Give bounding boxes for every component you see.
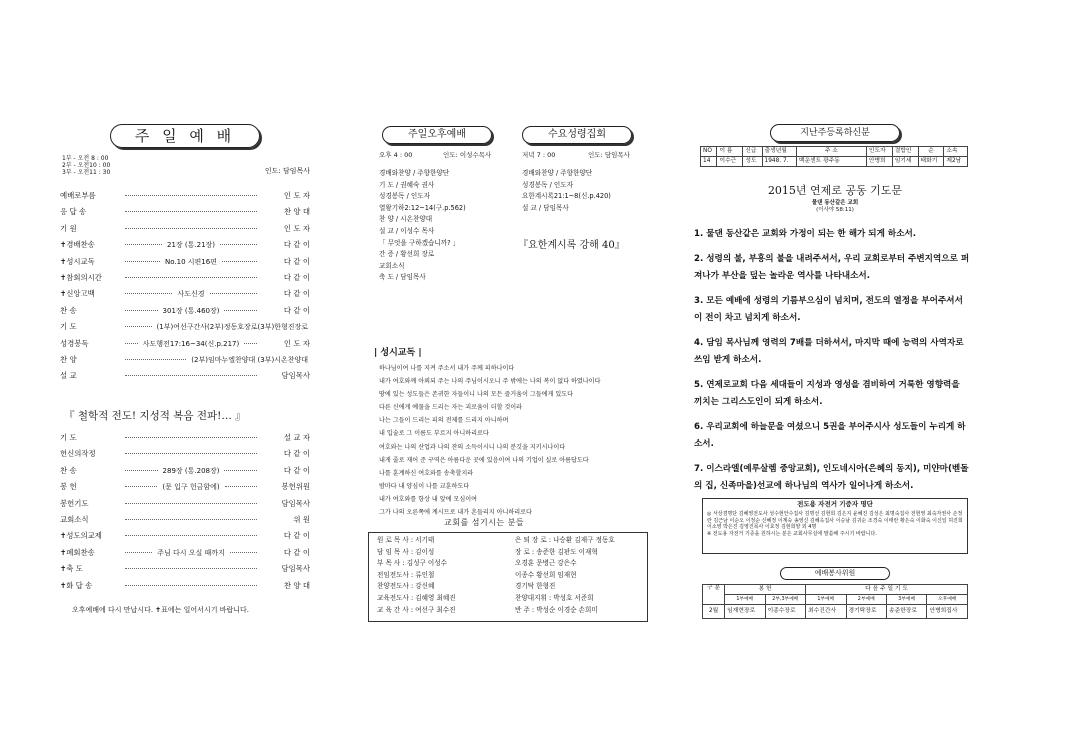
order-row: [60, 500, 310, 516]
leader-dots: [222, 261, 257, 262]
order-person: 다 같 이: [283, 465, 311, 475]
order-label: ✝참회의시간: [60, 272, 102, 282]
order-label: ✝성시교독: [60, 256, 95, 266]
order-person: 다 같 이: [283, 240, 311, 250]
leader-dots: [125, 486, 157, 487]
leader-dots: [125, 343, 138, 344]
duty-month: 2월: [703, 605, 725, 619]
order-label: 기 도: [60, 322, 77, 332]
staff-entry: 교육전도사 : 김혜영 최혜진: [377, 593, 456, 602]
order-person: 담임목사: [281, 498, 310, 508]
staff-entry: 은 퇴 장 로 : 나승환 김재구 정동호: [515, 536, 615, 544]
order-row: [60, 565, 310, 581]
afternoon-leader: 인도: 이성수목사: [443, 151, 492, 159]
leader-dots: [125, 211, 257, 212]
leader-dots: [125, 326, 152, 327]
afternoon-item: 설 교 / 이성수 목사: [379, 226, 435, 235]
staff-entry: 찬양대지휘 : 박성호 서준희: [515, 593, 594, 602]
order-person: 인 도 자: [283, 223, 310, 233]
order-row: [60, 549, 310, 565]
order-label: ✝폐회찬송: [60, 547, 95, 557]
table-cell: 백운센트 광주동: [796, 157, 866, 167]
order-of-worship: [60, 192, 310, 389]
reading-line: 하나님이여 나를 지켜 주소서 내가 주께 피하나이다: [379, 365, 515, 372]
time-first: 1부 - 오전 8 : 00: [62, 155, 109, 162]
leader-dots: [125, 277, 257, 278]
leader-dots: [125, 244, 162, 245]
order-row: [60, 290, 310, 306]
order-row: [60, 516, 310, 532]
order-row: [60, 241, 310, 257]
wednesday-item: 성경봉독 / 인도자: [522, 180, 574, 189]
duty-title: 예배봉사위원: [780, 567, 890, 580]
wednesday-leader: 인도: 담임목사: [588, 151, 630, 159]
service-leader: 인도: 담임목사: [264, 167, 310, 175]
order-detail: 289장 (통.208장): [162, 466, 220, 475]
reading-line: 나는 그들이 드리는 피의 전제를 드리지 아니하며: [379, 417, 509, 425]
order-label: 헌신의작정: [60, 449, 96, 459]
table-header-cell: 순: [918, 147, 944, 157]
reading-line: 나를 훈계하신 여호와를 송축할지라: [379, 469, 474, 477]
leader-dots: [125, 228, 257, 229]
order-row: [60, 274, 310, 290]
table-header-cell: 출생년월: [762, 147, 796, 157]
time-second: 2부 - 오전10 : 00: [62, 162, 111, 170]
duty-subheader-cell: 2부예배: [846, 595, 886, 605]
prayer-subtitle: 물댄 동산같은 교회: [811, 200, 859, 206]
wednesday-item: 설 교 / 담임목사: [522, 203, 569, 212]
reading-title: 성시교독: [380, 348, 416, 358]
order-person: 담임목사: [281, 564, 310, 574]
prayer-title: 2015년 연제로 공동 기도문: [767, 184, 903, 197]
order-row: [60, 192, 310, 208]
duty-row: [703, 605, 968, 619]
order-detail: 21장 (통.21장): [167, 241, 216, 250]
leader-dots: [125, 437, 257, 438]
table-cell: 제2남: [944, 157, 968, 167]
prayer-list: [694, 226, 970, 503]
order-label: 응 답 송: [60, 207, 87, 217]
service-times: [62, 155, 110, 177]
afternoon-item: 기 도 / 권혜숙 권사: [379, 180, 435, 189]
leader-dots: [125, 375, 257, 376]
staff-entry: 장 로 : 송준한 김판도 이재혁: [515, 547, 598, 556]
responsive-reading-heading: [374, 348, 422, 359]
order-person: 위 원: [293, 514, 310, 524]
order-label: 기 도: [60, 433, 77, 442]
order-label: 기 원: [60, 223, 77, 233]
afternoon-item: 찬 양 / 시온찬양대: [379, 215, 433, 224]
leader-dots: [210, 293, 257, 294]
new-members-table: [700, 146, 968, 167]
order-label: 봉헌기도: [60, 498, 89, 508]
staff-list-left: [377, 537, 456, 618]
duty-cell: 안병희집사: [927, 605, 968, 619]
leader-dots: [230, 552, 257, 553]
reading-line: 땅에 있는 성도들은 존귀한 자들이니 나의 모든 즐거움이 그들에게 있도다: [379, 391, 574, 399]
leader-dots: [125, 519, 257, 520]
duty-cell: 임재현장로: [725, 605, 765, 619]
order-person: 다 같 이: [283, 449, 310, 459]
duty-header-row: [703, 585, 968, 595]
duty-table: [702, 584, 968, 619]
staff-entry: 오경훈 문병근 강은수: [515, 559, 577, 568]
prayer-item: 5. 연제로교회 다음 세대들이 지성과 영성을 겸비하여 거룩한 영향력을 끼치는 그리스도인이 되게 하소서.: [694, 380, 960, 407]
sunday-service-title: 주 일 예 배: [110, 124, 260, 148]
reading-line: 내게 줄로 재어 준 구역은 아름다운 곳에 있음이여 나의 기업이 실로 아름답도다: [379, 456, 589, 464]
order-label: 성경봉독: [60, 338, 89, 348]
staff-entry: 반 주 : 박성순 이경순 손희미: [515, 605, 598, 614]
bike-donors-names: ◎ 서상겸명단 김혜영전도사 성수현안수집사 김명선 김현희 김은지 윤혜진 김성은 최명숙집사 전현영 최숙자권사 손정란 김근남 이순오 이정순 신혜정 이계숙 송영신 김혜옥집사 이승남 김귀순 조경숙 이태란 황은숙 이화숙 이신일 허진희 이소영 박은진 김영진목사 이효정 김현희양 외 4명: [707, 510, 963, 531]
reading-line: 내가 여호와를 항상 내 앞에 모심이여: [379, 495, 477, 503]
leader-dots: [125, 503, 257, 504]
order-row: [60, 225, 310, 241]
staff-entry: 전임전도사 : 류인철: [377, 570, 435, 579]
new-members-title: 지난주등록하신분: [770, 124, 900, 142]
staff-entry: 부 목 사 : 김성구 이성수: [377, 559, 448, 568]
leader-dots: [125, 453, 257, 454]
heading-bracket-close: |: [415, 348, 422, 358]
leader-dots: [224, 310, 257, 311]
order-person: 인 도 자: [283, 191, 310, 200]
afternoon-item: 간 증 / 황선희 장로: [379, 250, 435, 259]
order-person: 봉헌위원: [281, 482, 310, 492]
order-label: ✝성도의교제: [60, 531, 102, 541]
prayer-item: 7. 이스라엘(예루살렘 중앙교회), 인도네시아(은혜의 동지), 미얀마(벧돌의 집, 신족마을)선교에 하나님의 역사가 일어나게 하소서.: [694, 464, 969, 491]
staff-list-right: [515, 537, 615, 618]
wednesday-item: 요한계시록21:1~8(신.p.420): [522, 192, 611, 201]
order-row: [60, 467, 310, 483]
order-detail: 사도행전17:16~34(신.p.217): [142, 339, 240, 348]
duty-cell: 최수진간사: [806, 605, 846, 619]
table-cell: 성도: [743, 157, 762, 167]
afternoon-item: 성경봉독 / 인도자: [379, 192, 431, 201]
table-header-cell: 인도자: [866, 147, 892, 157]
order-label: 설 교: [60, 371, 77, 381]
duty-subheader-cell: 1부예배: [725, 595, 765, 605]
afternoon-item: 열왕기하2:12~14(구.p.562): [379, 203, 466, 212]
duty-subheader-cell: 1부예배: [806, 595, 846, 605]
table-header-cell: 신급: [743, 147, 762, 157]
order-person: 찬 양 대: [283, 580, 310, 590]
order-row: [60, 208, 310, 224]
table-cell: 임기세: [892, 157, 918, 167]
table-header-cell: 이 름: [717, 147, 743, 157]
wednesday-sermon: 『요한계시록 강해 40』: [518, 240, 625, 251]
duty-header-cell: 다 음 주 일 기 도: [806, 585, 968, 595]
prayer-item: 6. 우리교회에 하늘문을 여셨으니 5권을 부어주시사 성도들이 누리게 하소서.: [694, 422, 966, 449]
afternoon-item: 교회소식: [379, 261, 405, 270]
table-header-cell: NO: [701, 147, 717, 157]
leader-dots: [125, 293, 172, 294]
leader-dots: [220, 244, 257, 245]
leader-dots: [125, 310, 158, 311]
wednesday-item: 경배와찬양 / 주향한양단: [522, 169, 593, 177]
table-header-row: [701, 147, 968, 157]
leader-dots: [225, 486, 257, 487]
order-detail: 301장 (통.460장): [162, 306, 220, 315]
order-detail: 주님 다시 오실 때까지: [157, 548, 225, 557]
staff-entry: 경기탁 한형진: [515, 582, 556, 591]
bike-donors-title: 전도용 자전거 기증자 명단: [797, 500, 873, 508]
order-person: 인 도 자: [283, 338, 311, 348]
table-cell: 이수근: [717, 157, 743, 167]
afternoon-time: 오후 4 : 00: [379, 151, 413, 159]
order-label: 찬 양: [60, 354, 77, 364]
order-person: 찬 양 대: [283, 207, 310, 217]
order-label: ✝신앙고백: [60, 289, 95, 299]
leader-dots: [125, 568, 257, 569]
order-row: [60, 582, 310, 598]
order-row: [60, 323, 310, 339]
order-person: 다 같 이: [283, 547, 311, 557]
reading-line: 내가 여호와께 아뢰되 주는 나의 주님이시오니 주 밖에는 나의 복이 없다 하였나이다: [379, 378, 601, 386]
order-label: ✝화 답 송: [60, 580, 93, 590]
duty-header-cell: 구 분: [703, 585, 725, 605]
leader-dots: [125, 535, 257, 536]
reading-line: 그가 나의 오른쪽에 계시므로 내가 흔들리지 아니하리로다: [379, 509, 532, 517]
afternoon-item: 「 무엇을 구하겠습니까? 」: [379, 238, 460, 247]
afternoon-service-title: 주일오후예배: [382, 126, 492, 144]
table-header-cell: 소속: [944, 147, 968, 157]
reading-line: 다른 신에게 예물을 드리는 자는 괴로움이 더할 것이라: [379, 404, 523, 412]
order-of-worship-part2: [60, 434, 310, 598]
order-person: 다 같 이: [283, 305, 311, 315]
order-detail: (1부)여선구간사(2부)정동호장로(3부)한형진장로: [156, 323, 308, 332]
wednesday-service-title: 수요성령집회: [522, 126, 632, 144]
order-row: [60, 307, 310, 323]
leader-dots: [244, 343, 257, 344]
duty-subheader-cell: 3부예배: [887, 595, 927, 605]
order-label: 예배로부름: [60, 191, 96, 200]
order-row: [60, 356, 310, 372]
staff-box: [368, 532, 648, 622]
reading-line: 여호와는 나의 산업과 나의 잔의 소득이시니 나의 분깃을 지키시나이다: [379, 443, 566, 451]
order-person: 담임목사: [281, 371, 310, 381]
table-header-cell: 결합인: [892, 147, 918, 157]
order-row: [60, 340, 310, 356]
order-row: [60, 450, 310, 466]
order-person: 다 같 이: [283, 289, 310, 299]
staff-title: 교회를 섬기시는 분들: [444, 518, 525, 527]
table-cell: 14: [701, 157, 717, 167]
duty-subheader-cell: 2부,3부예배: [765, 595, 805, 605]
order-label: ✝축 도: [60, 564, 83, 574]
order-label: ✝경배찬송: [60, 240, 95, 250]
order-row: [60, 372, 310, 388]
leader-dots: [125, 195, 257, 196]
wednesday-order: [522, 170, 657, 216]
order-person: 설 교 자: [283, 433, 310, 442]
table-cell: 태화기: [918, 157, 944, 167]
order-detail: (2부)임마누엘찬양대 (3부)시온찬양대: [191, 355, 308, 364]
heading-bracket: |: [374, 348, 381, 358]
staff-entry: 교 육 간 사 : 여선구 최수진: [377, 605, 456, 614]
leader-dots: [125, 261, 160, 262]
duty-subheader-row: [703, 595, 968, 605]
leader-dots: [125, 359, 186, 360]
prayer-item: 2. 성령의 불, 부흥의 불을 내려주셔서, 우리 교회로부터 주변지역으로 퍼져나가 부산을 덮는 놀라운 역사를 나타내소서.: [694, 254, 970, 281]
table-cell: 안병희: [866, 157, 892, 167]
wednesday-time: 저녁 7 : 00: [522, 151, 556, 159]
order-person: 다 같 이: [283, 272, 310, 282]
leader-dots: [224, 470, 257, 471]
bike-donors-note: ※ 전도용 자전거 기증을 원하시는 분은 교회사무실에 말씀해 주시기 바랍니다.: [707, 531, 877, 538]
service-footer: 오후예배에 다시 만납시다. ✝표에는 일어서시기 바랍니다.: [72, 606, 249, 614]
duty-header-cell: 봉 헌: [725, 585, 806, 595]
prayer-item: 1. 물댄 동산같은 교회와 가정이 되는 한 해가 되게 하소서.: [694, 229, 917, 239]
order-label: 교회소식: [60, 514, 89, 524]
reading-line: 내 입술로 그 이름도 부르지 아니하리로다: [379, 430, 489, 438]
afternoon-order: [379, 170, 514, 286]
order-detail: (문 입구 헌금함에): [162, 483, 220, 492]
duty-subheader-cell: 오후예배: [927, 595, 968, 605]
bike-donors-box: [702, 498, 968, 554]
staff-entry: 담 임 목 사 : 김이성: [377, 547, 435, 556]
prayer-reference: (이사야 58:11): [816, 207, 854, 213]
order-person: 다 같 이: [283, 531, 310, 541]
table-cell: 1948. 7.: [762, 157, 796, 167]
order-row: [60, 532, 310, 548]
order-detail: No.10 시편16편: [165, 257, 217, 266]
reading-line: 밤마다 내 양심이 나를 교훈하도다: [379, 482, 470, 490]
prayer-item: 4. 담임 목사님께 영력의 7배를 더하셔서, 마지막 때에 능력의 사역자로 쓰임 받게 하소서.: [694, 338, 964, 365]
afternoon-item: 경배와찬양 / 주향한양단: [379, 169, 450, 177]
table-row: [701, 157, 968, 167]
responsive-reading: [379, 362, 669, 519]
order-person: 다 같 이: [283, 256, 311, 266]
leader-dots: [125, 470, 158, 471]
staff-entry: 원 로 목 사 : 서기태: [377, 536, 435, 544]
leader-dots: [125, 552, 152, 553]
order-row: [60, 434, 310, 450]
order-label: 찬 송: [60, 465, 77, 475]
order-label: 봉 헌: [60, 482, 77, 492]
staff-entry: 찬양전도사 : 강신혜: [377, 582, 435, 591]
prayer-item: 3. 모든 예배에 성령의 기름부으심이 넘치며, 전도의 열정을 부어주셔서 이 전이 차고 넘치게 하소서.: [694, 296, 963, 323]
duty-cell: 경기탁장로: [846, 605, 886, 619]
staff-entry: 이종수 황선희 임재현: [515, 570, 577, 579]
leader-dots: [125, 585, 257, 586]
order-detail: 사도신경: [177, 290, 205, 299]
time-third: 3부 - 오전11 : 30: [62, 169, 111, 177]
sermon-title: 『 철학적 전도! 지성적 복음 전파!… 』: [64, 410, 246, 422]
table-header-cell: 주 소: [796, 147, 866, 157]
duty-cell: 이종수장로: [765, 605, 805, 619]
order-row: [60, 258, 310, 274]
afternoon-item: 축 도 / 담임목사: [379, 273, 426, 282]
order-label: 찬 송: [60, 305, 77, 315]
order-row: [60, 483, 310, 499]
duty-cell: 송준한장로: [887, 605, 927, 619]
